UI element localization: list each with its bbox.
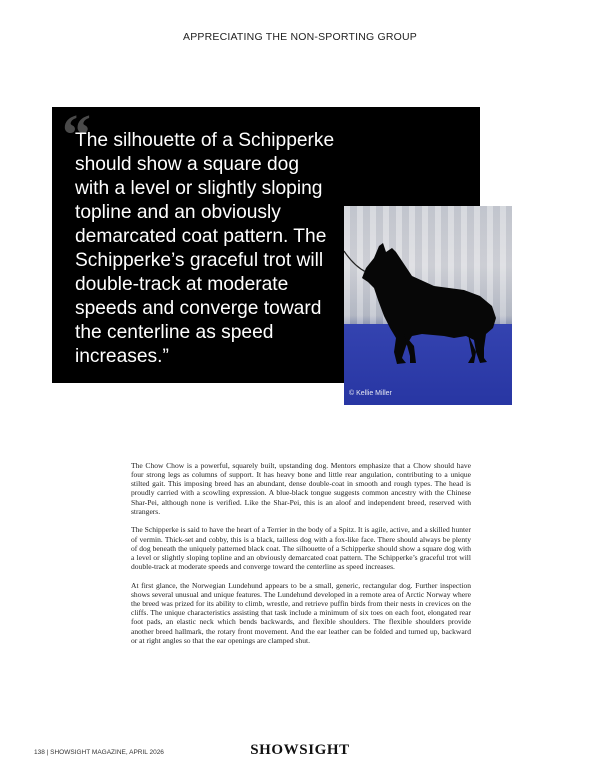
paragraph-lundehund: At first glance, the Norwegian Lundehund appears to be a small, generic, rectangular dog. Further inspection shows several unusual and unique features. The Lundehund developed in a remote area of Arctic Norway where the breed was prized for its ability to climb, wrestle, and retrieve puffin birds from their nests in crevices on the cliffs. The unique characteristics assisting that task include a minimum of six toes on each foot, elongated rear foot pads, an elastic neck which bends backwards, and flexible shoulders. The flexible shoulders provide another breed hallmark, the rotary front movement. And the ear leather can be folded and turned up, backward or at right angles so that the ear openings are clamped shut.	[131, 580, 471, 645]
footer-page-info: 138 | SHOWSIGHT MAGAZINE, APRIL 2026	[34, 749, 164, 756]
paragraph-schipperke: The Schipperke is said to have the heart of a Terrier in the body of a Spitz. It is agile, active, and a skilled hunter of vermin. Thick-set and cobby, this is a black, tailless dog with a fox-like face. There should always be plenty of dog beneath the uniquely patterned black coat. The silhouette of a Schipperke should show a square dog with a level or slightly sloping topline and an obviously demarcated coat pattern. The Schipperke’s graceful trot will double-track at moderate speeds and converge toward the centerline as speed increases.	[131, 525, 471, 572]
dog-silhouette	[344, 206, 512, 405]
photo-credit: © Kellie Miller	[349, 390, 392, 397]
quote-mark-icon: “	[62, 102, 91, 167]
schipperke-photo	[344, 206, 512, 405]
article-body	[131, 461, 471, 654]
showsight-logo: SHOWSIGHT	[250, 742, 350, 758]
pull-quote-text: The silhouette of a Schipperke should show a square dog with a level or slightly sloping topline and an obviously demarcated coat pattern. The Schipperke’s graceful trot will double-track at moderate speeds and converge toward the centerline as speed increases.”	[75, 130, 335, 367]
paragraph-chow-chow: The Chow Chow is a powerful, squarely built, upstanding dog. Mentors emphasize that a Chow should have four strong legs as columns of support. It has heavy bone and little rear angulation, contributing to a unique stilted gait. This imposing breed has an abundant, dense double-coat in smooth and rough types. The head is proudly carried with a scowling expression. A blue-black tongue suggests common ancestry with the Chinese Shar-Pei, although none is verified. Like the Shar-Pei, this is an aloof and independent breed, reserved with strangers.	[131, 461, 471, 516]
section-header: APPRECIATING THE NON-SPORTING GROUP	[183, 31, 417, 43]
